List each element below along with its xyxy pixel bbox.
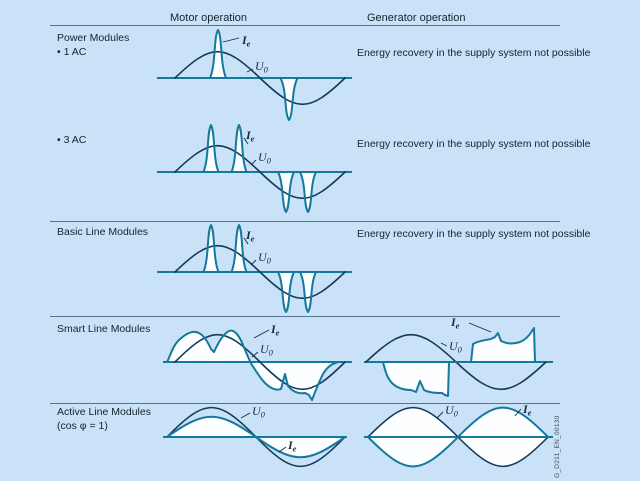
current-pulse bbox=[204, 125, 317, 212]
label-leader-line bbox=[441, 343, 447, 346]
plot-generator-active bbox=[358, 392, 563, 477]
column-header-motor: Motor operation bbox=[170, 12, 248, 24]
current-label: $I_e$ bbox=[271, 322, 280, 338]
voltage-label: $U_0$ bbox=[258, 150, 271, 166]
voltage-label: $U_0$ bbox=[255, 59, 268, 75]
plot-motor-active bbox=[155, 392, 360, 477]
row-bullet-1ac: • 1 AC bbox=[57, 46, 87, 58]
row-title-basic: Basic Line Modules bbox=[57, 226, 149, 238]
label-leader-line bbox=[251, 160, 256, 165]
voltage-label: $U_0$ bbox=[252, 404, 265, 420]
plot-motor-power-3ac bbox=[155, 122, 360, 222]
plot-motor-power-1ac bbox=[155, 25, 360, 125]
row-title-active: Active Line Modules bbox=[57, 406, 151, 418]
current-label: $I_e$ bbox=[451, 315, 460, 331]
voltage-label: $U_0$ bbox=[258, 250, 271, 266]
voltage-label: $U_0$ bbox=[260, 342, 273, 358]
label-leader-line bbox=[251, 260, 256, 265]
current-label: $I_e$ bbox=[288, 438, 297, 454]
column-header-generator: Generator operation bbox=[367, 12, 466, 24]
current-pulse-fill bbox=[204, 225, 317, 312]
label-leader-line bbox=[469, 323, 491, 332]
current-pulse-fill bbox=[204, 125, 317, 212]
label-leader-line bbox=[241, 413, 250, 418]
current-pulse-fill bbox=[210, 30, 298, 120]
plot-motor-basic bbox=[155, 222, 360, 322]
current-label: $I_e$ bbox=[523, 402, 532, 418]
note-no-energy-recovery-3ac: Energy recovery in the supply system not possible bbox=[357, 138, 591, 150]
current-pulse bbox=[204, 225, 317, 312]
voltage-label: $U_0$ bbox=[449, 339, 462, 355]
row-subtitle-active-cos: (cos φ = 1) bbox=[57, 420, 108, 432]
row-title-power-modules: Power Modules bbox=[57, 32, 130, 44]
label-leader-line bbox=[437, 412, 443, 418]
note-no-energy-recovery-basic: Energy recovery in the supply system not possible bbox=[357, 228, 591, 240]
current-label: $I_e$ bbox=[246, 128, 255, 144]
voltage-label: $U_0$ bbox=[445, 403, 458, 419]
graphic-id-watermark: G_D211_EN_00130 bbox=[554, 415, 561, 478]
current-label: $I_e$ bbox=[242, 33, 251, 49]
label-leader-line bbox=[254, 330, 269, 338]
note-no-energy-recovery-1ac: Energy recovery in the supply system not possible bbox=[357, 47, 591, 59]
row-bullet-3ac: • 3 AC bbox=[57, 134, 87, 146]
label-leader-line bbox=[223, 38, 239, 42]
row-title-smart: Smart Line Modules bbox=[57, 323, 151, 335]
current-label: $I_e$ bbox=[246, 228, 255, 244]
